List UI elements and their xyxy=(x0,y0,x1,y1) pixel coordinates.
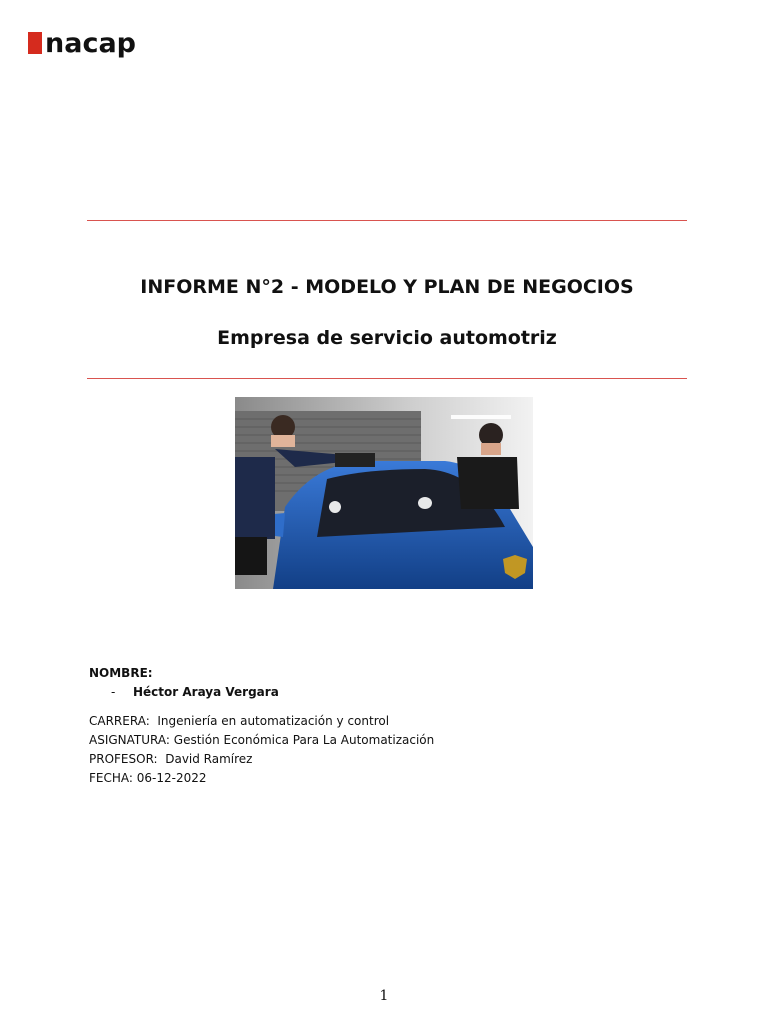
nombre-label: NOMBRE: xyxy=(89,666,153,680)
report-title: INFORME N°2 - MODELO Y PLAN DE NEGOCIOS xyxy=(140,276,634,298)
fecha-value: 06-12-2022 xyxy=(136,771,207,785)
profesor-value: David Ramírez xyxy=(165,752,253,766)
nombre-item xyxy=(89,683,434,702)
bottom-divider xyxy=(87,378,687,379)
asignatura-row xyxy=(89,731,434,750)
student-info xyxy=(89,664,434,788)
nombre-value: Héctor Araya Vergara xyxy=(133,685,279,699)
report-subtitle: Empresa de servicio automotriz xyxy=(217,327,557,349)
carrera-row xyxy=(89,712,434,731)
cover-photo xyxy=(235,397,533,589)
carrera-label: CARRERA: xyxy=(89,714,150,728)
profesor-row xyxy=(89,750,434,769)
fecha-label: FECHA: xyxy=(89,771,133,785)
top-divider xyxy=(87,220,687,221)
logo-mark xyxy=(28,32,42,54)
bullet-dash: - xyxy=(111,685,116,699)
carrera-value: Ingeniería en automatización y control xyxy=(157,714,390,728)
asignatura-label: ASIGNATURA: xyxy=(89,733,170,747)
page-number: 1 xyxy=(379,988,389,1004)
logo-text: nacap xyxy=(45,27,136,59)
inacap-logo xyxy=(28,26,136,60)
profesor-label: PROFESOR: xyxy=(89,752,158,766)
fecha-row xyxy=(89,769,434,788)
asignatura-value: Gestión Económica Para La Automatización xyxy=(173,733,435,747)
